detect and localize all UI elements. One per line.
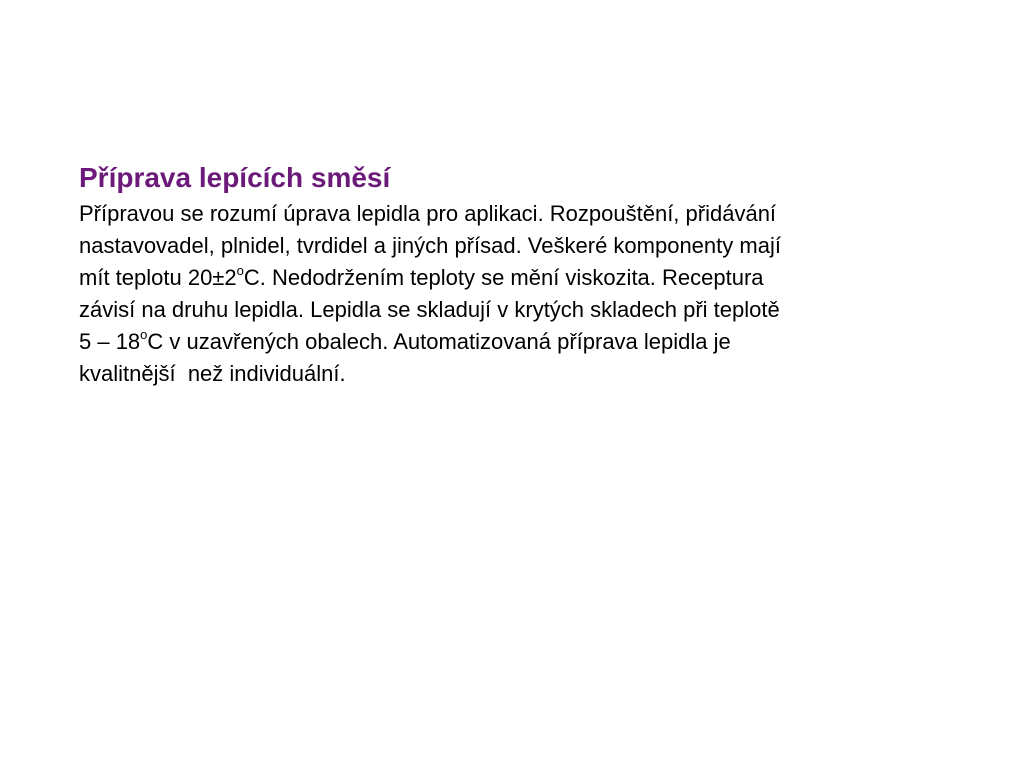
slide-title: Příprava lepících směsí bbox=[79, 162, 391, 193]
body-line: Přípravou se rozumí úprava lepidla pro aplikaci. Rozpouštění, přidávání bbox=[79, 201, 777, 226]
body-line: závisí na druhu lepidla. Lepidla se skladují v krytých skladech při teplotě bbox=[79, 297, 780, 322]
degree-superscript: o bbox=[236, 262, 244, 278]
body-line-segment: C v uzavřených obalech. Automatizovaná příprava lepidla je bbox=[147, 329, 731, 354]
body-line: nastavovadel, plnidel, tvrdidel a jiných přísad. Veškeré komponenty mají bbox=[79, 233, 781, 258]
slide-body-text bbox=[79, 198, 979, 390]
body-line bbox=[79, 326, 979, 358]
slide-content bbox=[79, 158, 979, 390]
body-line bbox=[79, 262, 979, 294]
body-line-segment: 5 – 18 bbox=[79, 329, 141, 354]
body-line-segment: mít teplotu 20±2 bbox=[79, 265, 237, 290]
degree-superscript: o bbox=[140, 326, 148, 342]
body-line: kvalitnější než individuální. bbox=[79, 361, 346, 386]
body-line-segment: C. Nedodržením teploty se mění viskozita. Receptura bbox=[243, 265, 764, 290]
